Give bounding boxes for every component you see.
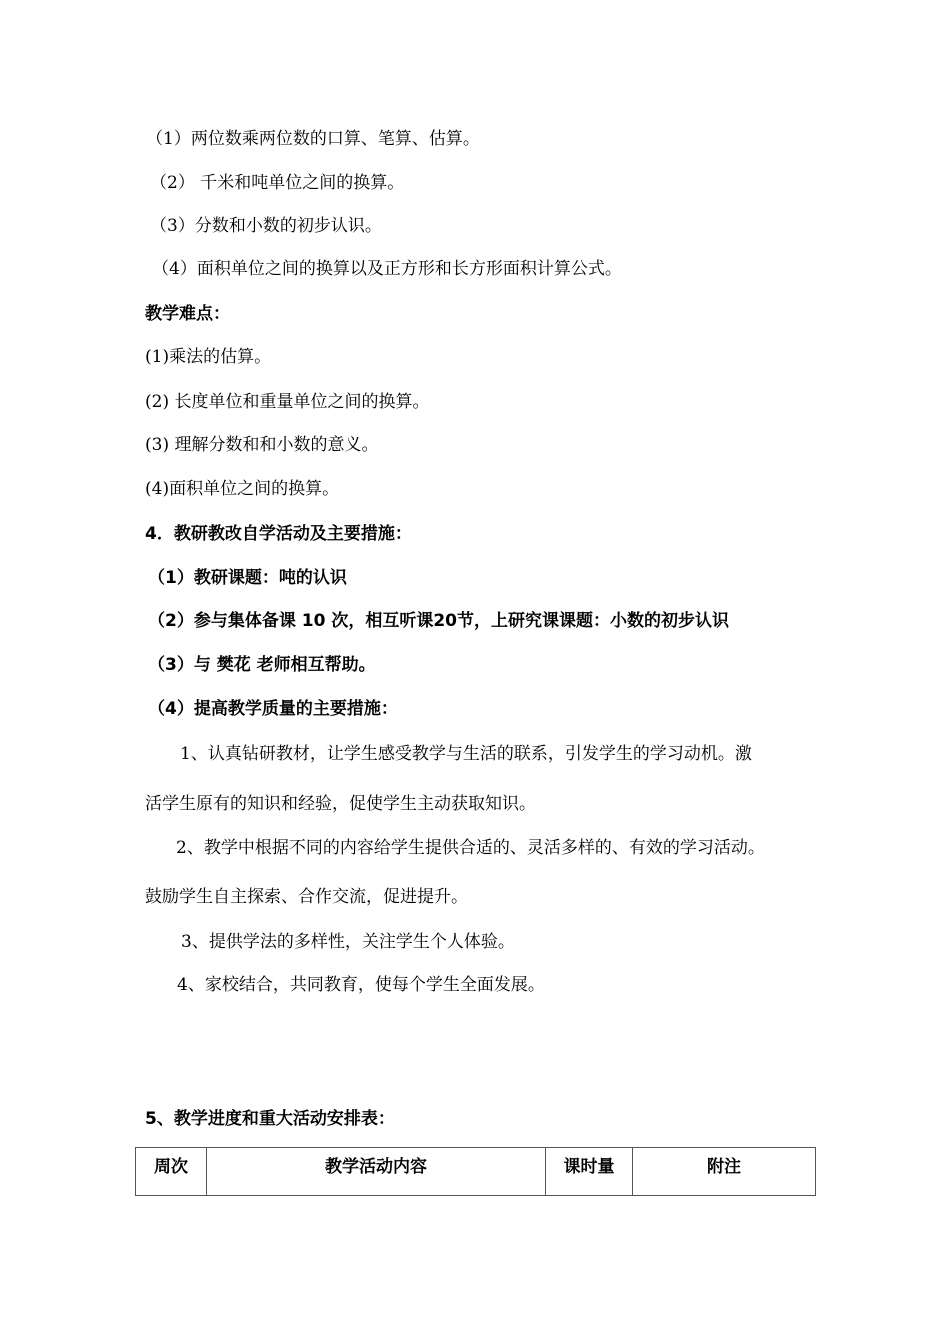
measure-2: 2、教学中根据不同的内容给学生提供合适的、灵活多样的、有效的学习活动。: [176, 838, 765, 858]
measure-3: 3、提供学法的多样性，关注学生个人体验。: [181, 932, 515, 952]
research-item-1: （1）教研课题：吨的认识: [148, 568, 347, 588]
column-header-content: 教学活动内容: [207, 1148, 546, 1196]
column-header-notes: 附注: [633, 1148, 816, 1196]
measure-4: 4、家校结合，共同教育，使每个学生全面发展。: [177, 975, 545, 995]
research-item-3: （3）与 樊花 老师相互帮助。: [148, 655, 376, 675]
column-header-hours: 课时量: [546, 1148, 633, 1196]
column-header-week: 周次: [136, 1148, 207, 1196]
research-heading: 4．教研教改自学活动及主要措施：: [145, 524, 412, 544]
difficulties-heading: 教学难点：: [145, 304, 230, 324]
key-point-2: （2） 千米和吨单位之间的换算。: [150, 173, 405, 193]
measure-1: 1、认真钻研教材，让学生感受教学与生活的联系，引发学生的学习动机。激: [180, 744, 752, 764]
research-item-2: （2）参与集体备课 10 次，相互听课20节，上研究课课题：小数的初步认识: [148, 611, 729, 631]
key-point-1: （1）两位数乘两位数的口算、笔算、估算。: [146, 129, 480, 149]
measure-2-cont: 鼓励学生自主探索、合作交流，促进提升。: [145, 887, 468, 907]
difficulty-4: (4)面积单位之间的换算。: [145, 479, 340, 499]
schedule-heading: 5、教学进度和重大活动安排表：: [145, 1109, 395, 1129]
table-header-row: [136, 1148, 816, 1196]
difficulty-3: (3) 理解分数和和小数的意义。: [145, 435, 379, 455]
key-point-4: （4）面积单位之间的换算以及正方形和长方形面积计算公式。: [152, 259, 622, 279]
measure-1-cont: 活学生原有的知识和经验，促使学生主动获取知识。: [145, 794, 536, 814]
key-point-3: （3）分数和小数的初步认识。: [150, 216, 382, 236]
difficulty-1: (1)乘法的估算。: [145, 347, 272, 367]
research-item-4: （4）提高教学质量的主要措施：: [148, 699, 398, 719]
difficulty-2: (2) 长度单位和重量单位之间的换算。: [145, 392, 430, 412]
schedule-table: [135, 1147, 816, 1196]
